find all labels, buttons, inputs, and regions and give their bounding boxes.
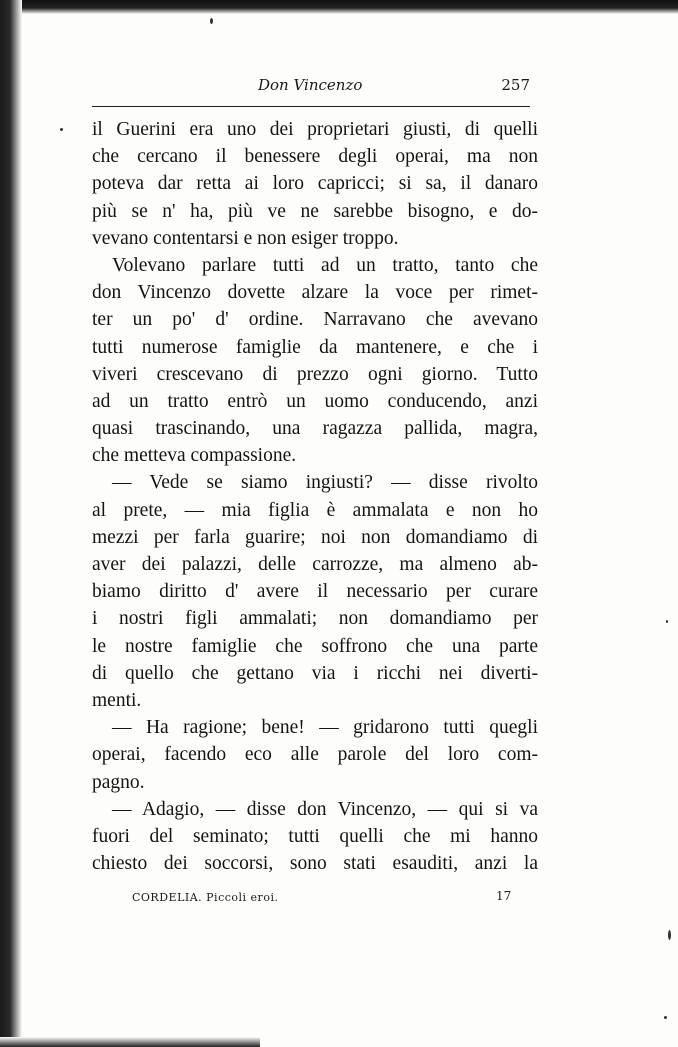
- text-line: che cercano il benessere degli operai, ma non: [92, 146, 538, 168]
- text-line: i nostri figli ammalati; non domandiamo per: [92, 608, 538, 630]
- text-line: aver dei palazzi, delle carrozze, ma almeno ab-: [92, 554, 538, 575]
- text-line: al prete, — mia figlia è ammalata e non ho: [92, 499, 538, 521]
- text-line: chiesto dei soccorsi, sono stati esauditi, anzi la: [92, 853, 538, 875]
- text-line: le nostre famiglie che soffrono che una parte: [92, 635, 538, 657]
- signature-number: 17: [496, 889, 512, 903]
- text-line: ad un tratto entrò un uomo conducendo, anzi: [92, 390, 538, 412]
- page-header: [90, 76, 530, 102]
- scan-edge-bottom: [0, 1037, 260, 1047]
- text-line: tutti numerose famiglie da mantenere, e che i: [92, 336, 538, 358]
- page-number: 257: [501, 76, 530, 94]
- scan-speck: [668, 930, 671, 940]
- scan-speck: [210, 18, 213, 24]
- text-line: — Ha ragione; bene! — gridarono tutti quegli: [112, 717, 538, 739]
- text-line: Volevano parlare tutti ad un tratto, tanto che: [112, 254, 538, 276]
- scan-edge-top: [0, 0, 678, 14]
- scan-speck: [664, 1016, 667, 1019]
- scan-speck: [666, 620, 668, 623]
- text-line: don Vincenzo dovette alzare la voce per rimet-: [92, 282, 538, 304]
- header-rule: [92, 106, 530, 107]
- text-line: — Vede se siamo ingiusti? — disse rivolto: [112, 472, 538, 494]
- text-line: viveri crescevano di prezzo ogni giorno. Tutto: [92, 363, 538, 385]
- scan-speck: [60, 128, 63, 131]
- text-line: mezzi per farla guarire; noi non domandiamo di: [92, 526, 538, 548]
- text-line: poteva dar retta ai loro capricci; si sa, il danaro: [92, 173, 538, 195]
- text-line: quasi trascinando, una ragazza pallida, magra,: [92, 418, 538, 440]
- text-line: — Adagio, — disse don Vincenzo, — qui si va: [112, 798, 538, 820]
- running-title: Don Vincenzo: [258, 76, 363, 94]
- text-line: di quello che gettano via i ricchi nei diverti-: [92, 662, 538, 684]
- text-line: fuori del seminato; tutti quelli che mi hanno: [92, 825, 538, 847]
- text-line: pagno.: [92, 771, 145, 793]
- text-line: biamo diritto d' avere il necessario per curare: [92, 581, 538, 603]
- text-line: più se n' ha, più ve ne sarebbe bisogno, e do-: [92, 200, 538, 222]
- text-line: operai, facendo eco alle parole del loro com-: [92, 744, 538, 766]
- body-text: [92, 116, 538, 877]
- text-line: vevano contentarsi e non esiger troppo.: [92, 227, 399, 249]
- text-line: ter un po' d' ordine. Narravano che avevano: [92, 309, 538, 331]
- printer-signature: CORDELIA. Piccoli eroi.: [132, 891, 279, 904]
- text-line: il Guerini era uno dei proprietari giusti, di quelli: [92, 119, 538, 140]
- scan-edge-left: [0, 0, 22, 1047]
- text-line: menti.: [92, 689, 142, 711]
- text-line: che metteva compassione.: [92, 445, 297, 467]
